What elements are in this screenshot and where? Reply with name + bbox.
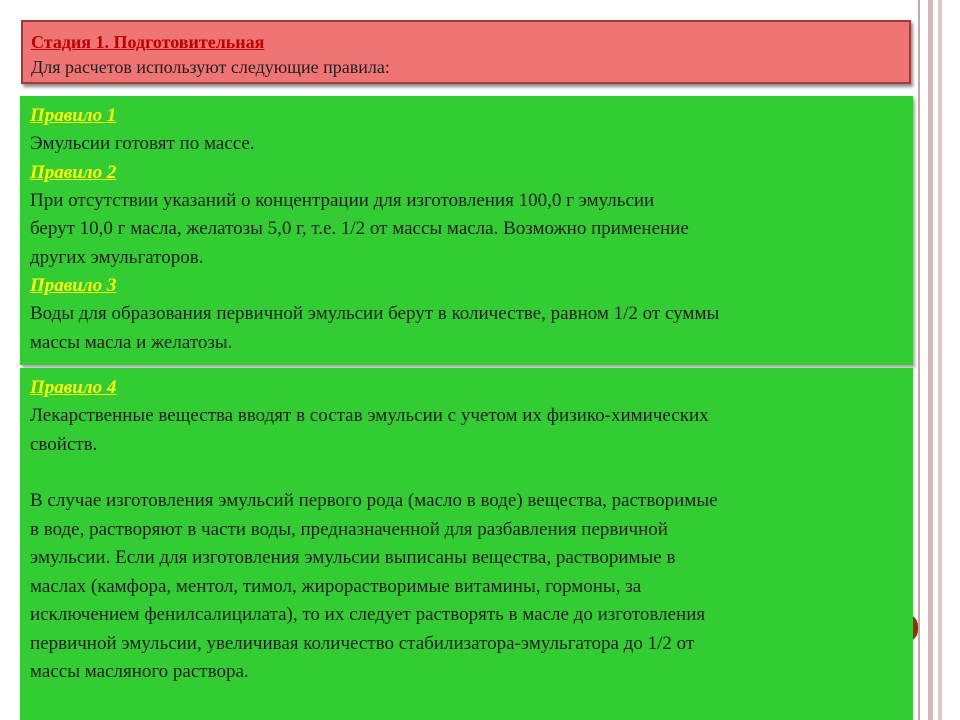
frame-line — [918, 0, 920, 720]
rule-1-title: Правило 1 — [30, 105, 117, 126]
rule-2-text: берут 10,0 г масла, желатозы 5,0 г, т.е. 1/2 от массы масла. Возможно применение — [30, 218, 689, 239]
rule-2-text: При отсутствии указаний о концентрации для изготовления 100,0 г эмульсии — [30, 189, 655, 211]
paragraph-line: эмульсии. Если для изготовления эмульсии выписаны вещества, растворимые в — [30, 547, 676, 568]
paragraph-line: маслах (камфора, ментол, тимол, жирорастворимые витамины, гормоны, за — [30, 575, 642, 597]
paragraph-line: массы масляного раствора. — [30, 661, 249, 682]
slide-title: Стадия 1. Подготовительная — [31, 32, 265, 52]
rule-4-title: Правило 4 — [30, 377, 117, 398]
frame-line — [938, 0, 942, 720]
rule-2-text: других эмульгаторов. — [30, 246, 204, 268]
paragraph-line: исключением фенилсалицилата), то их следует растворять в масле до изготовления — [30, 604, 706, 625]
slide-subtitle: Для расчетов используют следующие правила: — [31, 57, 390, 77]
frame-top — [0, 0, 918, 14]
rule-3-text: Воды для образования первичной эмульсии берут в количестве, равном 1/2 от суммы — [30, 303, 720, 324]
paragraph-line: В случае изготовления эмульсий первого рода (масло в воде) вещества, растворимые — [30, 490, 718, 511]
rules-panel-2 — [20, 368, 913, 720]
rule-3-text: массы масла и желатозы. — [30, 331, 233, 353]
rule-3-title: Правило 3 — [30, 275, 117, 296]
rule-4-text: Лекарственные вещества вводят в состав эмульсии с учетом их физико-химических — [30, 405, 709, 426]
rule-2-title: Правило 2 — [30, 161, 117, 183]
rule-1-text: Эмульсии готовят по массе. — [30, 133, 255, 154]
paragraph-line: первичной эмульсии, увеличивая количество стабилизатора-эмульгатора до 1/2 от — [30, 632, 695, 654]
rule-4-text: свойств. — [30, 433, 98, 455]
paragraph-gap — [30, 459, 903, 487]
paragraph-line: в воде, растворяют в части воды, предназначенной для разбавления первичной — [30, 518, 668, 540]
title-box — [21, 20, 911, 84]
frame-line — [928, 0, 933, 720]
rules-panel-1 — [20, 96, 913, 365]
